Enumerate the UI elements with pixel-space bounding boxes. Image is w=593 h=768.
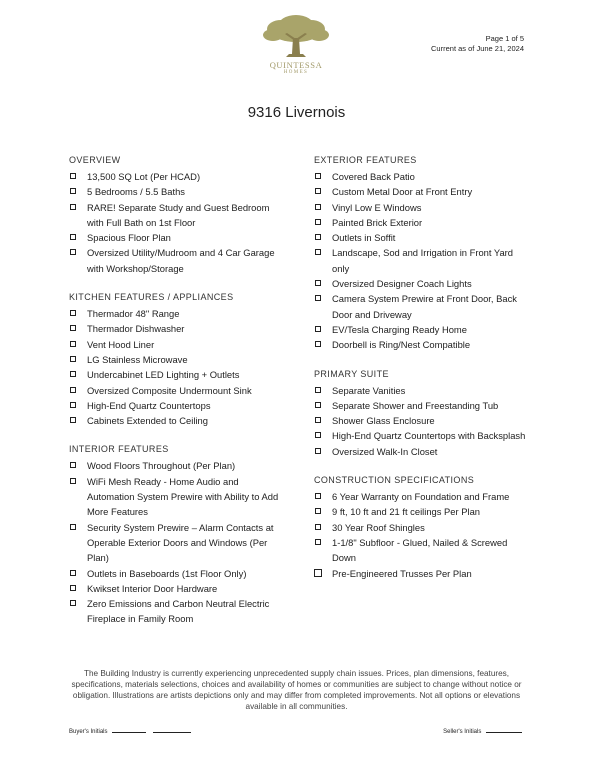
checklist-item <box>69 383 284 398</box>
checklist-item <box>69 337 284 352</box>
checklist-item-text: Covered Back Patio <box>332 171 415 182</box>
checklist-item <box>69 413 284 428</box>
checklist-item <box>314 169 529 184</box>
checklist-item-text: Security System Prewire – Alarm Contacts at Operable Exterior Doors and Windows (Per Plan) <box>87 521 274 564</box>
checkbox-icon[interactable] <box>70 188 76 194</box>
buyer-initials-line-2[interactable] <box>153 726 191 733</box>
checkbox-icon[interactable] <box>314 569 322 577</box>
checkbox-icon[interactable] <box>315 387 321 393</box>
checkbox-icon[interactable] <box>315 432 321 438</box>
checklist-item <box>69 184 284 199</box>
checklist-item <box>314 200 529 215</box>
checklist-item <box>314 444 529 459</box>
checklist-item-text: Oversized Composite Undermount Sink <box>87 384 252 396</box>
checkbox-icon[interactable] <box>70 402 76 408</box>
checklist-item <box>69 367 284 382</box>
checkbox-icon[interactable] <box>315 508 321 514</box>
checklist-item-text: EV/Tesla Charging Ready Home <box>332 323 467 335</box>
feature-section <box>69 291 284 428</box>
logo-subtitle: HOMES <box>283 70 309 75</box>
checkbox-icon[interactable] <box>315 524 321 530</box>
checkbox-icon[interactable] <box>315 204 321 210</box>
section-heading: PRIMARY SUITE <box>314 368 389 379</box>
buyer-initials-line-1[interactable] <box>112 726 146 733</box>
checklist-item-text: Cabinets Extended to Ceiling <box>87 415 208 427</box>
checkbox-icon[interactable] <box>70 478 76 484</box>
checklist-item-text: LG Stainless Microwave <box>87 353 188 365</box>
checklist-item <box>314 215 529 230</box>
checklist-item <box>314 489 529 504</box>
checkbox-icon[interactable] <box>70 524 76 530</box>
checklist-item-text: 1-1/8" Subfloor - Glued, Nailed & Screwed Down <box>332 536 508 564</box>
checklist-item <box>69 596 284 627</box>
current-date: Current as of June 21, 2024 <box>431 44 524 53</box>
seller-initials-line[interactable] <box>486 726 522 733</box>
checkbox-icon[interactable] <box>70 249 76 255</box>
disclaimer: The Building Industry is currently experiencing unprecedented supply chain issues. Prices, plan dimensions, features, specifications, materials selections, choices and availability of homes or communities are subject to change without notice or obligation. Illustrations are artists depictions only and may differ from completed improvements. Not all options or elevations available in all communities. <box>71 669 522 711</box>
checklist-item <box>314 413 529 428</box>
checklist-item <box>69 458 284 473</box>
checkbox-icon[interactable] <box>70 585 76 591</box>
feature-section <box>314 154 529 353</box>
section-heading: CONSTRUCTION SPECIFICATIONS <box>314 475 475 486</box>
buyer-initials <box>69 726 191 735</box>
checklist-item <box>314 291 529 322</box>
checklist-item <box>314 383 529 398</box>
checkbox-icon[interactable] <box>315 539 321 545</box>
checklist-item-text: Doorbell is Ring/Nest Compatible <box>332 339 471 351</box>
checklist-item <box>69 245 284 276</box>
feature-section <box>69 443 284 626</box>
checklist-item-text: Vinyl Low E Windows <box>332 201 422 213</box>
checkbox-icon[interactable] <box>70 341 76 347</box>
checklist-item <box>314 230 529 245</box>
checkbox-icon[interactable] <box>315 326 321 332</box>
document-title: 9316 Livernois <box>247 104 346 121</box>
checkbox-icon[interactable] <box>315 402 321 408</box>
checklist-item-text: 5 Bedrooms / 5.5 Baths <box>87 186 185 198</box>
buyer-initials-label: Buyer's Initials <box>69 729 108 735</box>
checklist-item <box>69 169 284 184</box>
checkbox-icon[interactable] <box>70 234 76 240</box>
checklist-item-text: High-End Quartz Countertops with Backsplash <box>332 430 526 442</box>
checklist-item-text: Separate Shower and Freestanding Tub <box>332 399 499 411</box>
checkbox-icon[interactable] <box>315 188 321 194</box>
tree-logo-icon <box>261 12 331 60</box>
checklist-item <box>314 245 529 276</box>
checkbox-icon[interactable] <box>315 173 321 179</box>
checkbox-icon[interactable] <box>315 249 321 255</box>
checklist-item-text: Outlets in Baseboards (1st Floor Only) <box>87 567 247 579</box>
checklist-item-text: Oversized Utility/Mudroom and 4 Car Garage with Workshop/Storage <box>87 247 275 274</box>
checklist-item-text: High-End Quartz Countertops <box>87 399 211 411</box>
checklist-item-text: Spacious Floor Plan <box>87 232 171 244</box>
checklist-item-text: Pre-Engineered Trusses Per Plan <box>332 567 472 579</box>
left-column <box>69 154 284 642</box>
checklist-item <box>314 276 529 291</box>
checklist-item <box>69 581 284 596</box>
checklist-item-text: Oversized Designer Coach Lights <box>332 278 472 290</box>
checklist-item <box>314 337 529 352</box>
checklist-item <box>314 428 529 443</box>
checklist-item-text: 30 Year Roof Shingles <box>332 521 425 533</box>
section-heading: INTERIOR FEATURES <box>69 444 169 455</box>
checklist-item-text: Custom Metal Door at Front Entry <box>332 186 473 198</box>
checklist-item-text: 6 Year Warranty on Foundation and Frame <box>332 491 510 503</box>
checklist-item-text: Thermador 48" Range <box>87 308 180 320</box>
checkbox-icon[interactable] <box>315 219 321 225</box>
checklist-item-text: Oversized Walk-In Closet <box>332 445 438 457</box>
checkbox-icon[interactable] <box>70 570 76 576</box>
checklist-item <box>69 352 284 367</box>
checkbox-icon[interactable] <box>315 493 321 499</box>
checklist-item-text: Separate Vanities <box>332 384 406 396</box>
feature-section <box>69 154 284 276</box>
checklist-item <box>69 474 284 520</box>
feature-section <box>314 474 529 581</box>
seller-initials-label: Seller's Initials <box>443 729 482 735</box>
checklist-item-text: Undercabinet LED Lighting + Outlets <box>87 369 240 381</box>
checklist-item-text: Zero Emissions and Carbon Neutral Electric Fireplace in Family Room <box>87 598 270 625</box>
checklist-item-text: 13,500 SQ Lot (Per HCAD) <box>87 171 201 182</box>
checklist-item <box>69 306 284 321</box>
checklist-item-text: RARE! Separate Study and Guest Bedroom with Full Bath on 1st Floor <box>87 201 270 228</box>
checklist-item <box>314 504 529 519</box>
checklist-item <box>314 184 529 199</box>
company-logo <box>258 12 334 80</box>
checklist-item <box>69 230 284 245</box>
checklist-item <box>314 535 529 566</box>
checkbox-icon[interactable] <box>70 462 76 468</box>
section-heading: EXTERIOR FEATURES <box>314 155 417 165</box>
checkbox-icon[interactable] <box>315 295 321 301</box>
checklist-item <box>314 398 529 413</box>
checklist-item <box>314 566 529 581</box>
checklist-item-text: Landscape, Sod and Irrigation in Front Yard only <box>332 247 514 274</box>
checkbox-icon[interactable] <box>70 600 76 606</box>
seller-initials <box>443 726 522 735</box>
checklist-item-text: Outlets in Soffit <box>332 232 396 244</box>
checkbox-icon[interactable] <box>315 341 321 347</box>
checkbox-icon[interactable] <box>315 417 321 423</box>
page-info <box>431 34 524 54</box>
checkbox-icon[interactable] <box>70 356 76 362</box>
checkbox-icon[interactable] <box>315 448 321 454</box>
right-column <box>314 154 529 596</box>
checklist-item-text: Wood Floors Throughout (Per Plan) <box>87 460 236 472</box>
page-number: Page 1 of 5 <box>485 34 524 43</box>
checkbox-icon[interactable] <box>315 280 321 286</box>
section-heading: KITCHEN FEATURES / APPLIANCES <box>69 292 234 303</box>
checklist-item-text: 9 ft, 10 ft and 21 ft ceilings Per Plan <box>332 506 481 518</box>
checkbox-icon[interactable] <box>70 310 76 316</box>
checkbox-icon[interactable] <box>70 173 76 179</box>
checklist-item <box>69 321 284 336</box>
checklist-item-text: WiFi Mesh Ready - Home Audio and Automation System Prewire with Ability to Add More Features <box>87 475 279 518</box>
checklist-item-text: Vent Hood Liner <box>87 338 155 350</box>
checklist-item-text: Camera System Prewire at Front Door, Back Door and Driveway <box>332 293 517 320</box>
checklist-item-text: Kwikset Interior Door Hardware <box>87 582 218 594</box>
checklist-item <box>314 520 529 535</box>
checklist-item-text: Thermador Dishwasher <box>87 323 185 335</box>
logo-name: QUINTESSA <box>269 60 323 70</box>
checklist-item <box>69 520 284 566</box>
checkbox-icon[interactable] <box>70 387 76 393</box>
checklist-item <box>69 200 284 231</box>
checkbox-icon[interactable] <box>70 417 76 423</box>
checklist-item <box>314 322 529 337</box>
checkbox-icon[interactable] <box>70 325 76 331</box>
checklist-item <box>69 398 284 413</box>
checklist-item-text: Painted Brick Exterior <box>332 216 423 228</box>
checkbox-icon[interactable] <box>70 204 76 210</box>
section-heading: OVERVIEW <box>69 155 121 165</box>
checklist-item <box>69 566 284 581</box>
checkbox-icon[interactable] <box>315 234 321 240</box>
checkbox-icon[interactable] <box>70 371 76 377</box>
feature-section <box>314 368 529 459</box>
checklist-item-text: Shower Glass Enclosure <box>332 415 435 427</box>
